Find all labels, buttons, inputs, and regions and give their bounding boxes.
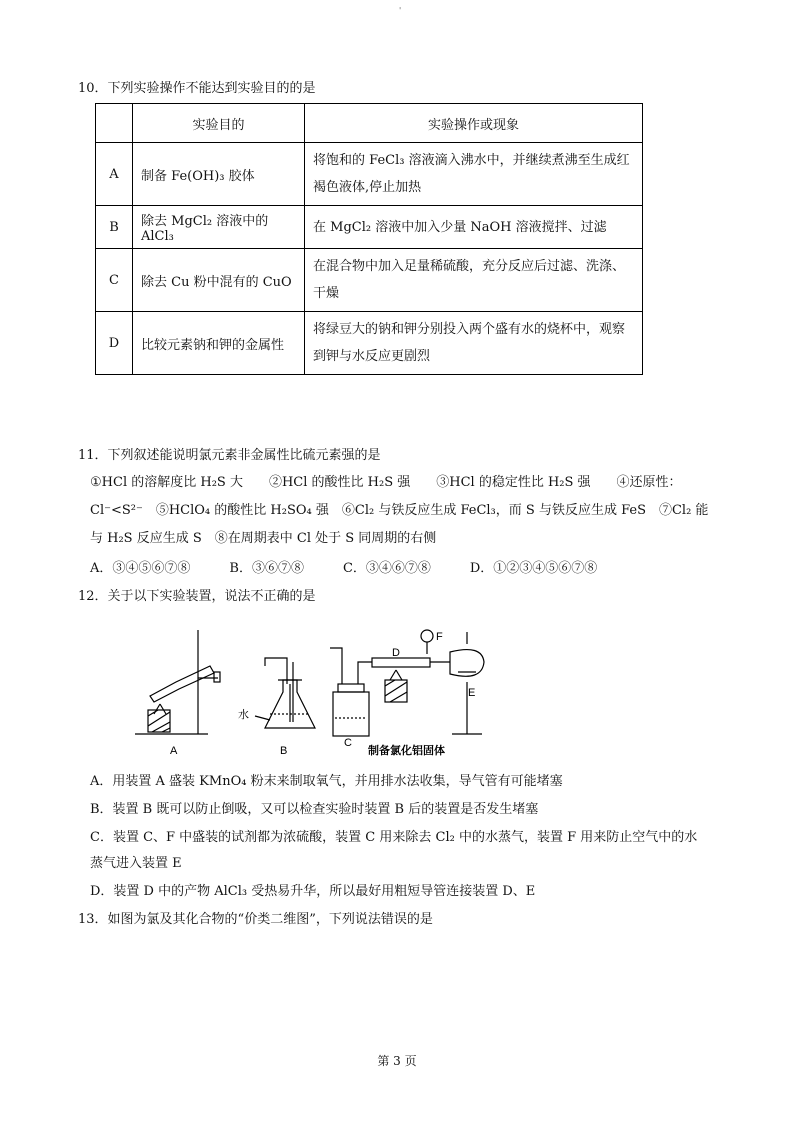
row-operation: 将饱和的 FeCl₃ 溶液滴入沸水中，并继续煮沸至生成红褐色液体,停止加热 [305,143,643,206]
table-row [96,312,643,375]
table-row [96,206,643,249]
q11-line2: Cl⁻<S²⁻ ⑤HClO₄ 的酸性比 H₂SO₄ 强 ⑥Cl₂ 与铁反应生成 FeCl₃，而 S 与铁反应生成 FeS ⑦Cl₂ 能 [90,503,709,518]
row-label: A [96,143,133,206]
label-f: F [436,631,443,643]
table-header: 实验目的 [133,104,305,143]
row-operation: 在混合物中加入足量稀硫酸，充分反应后过滤、洗涤、干燥 [305,249,643,312]
row-operation: 在 MgCl₂ 溶液中加入少量 NaOH 溶液搅拌、过滤 [305,206,643,249]
q12-stem: 12．关于以下实验装置，说法不正确的是 [78,589,316,604]
q11-options: A．③④⑤⑥⑦⑧ B．③⑥⑦⑧ C．③④⑥⑦⑧ D．①②③④⑤⑥⑦⑧ [90,561,598,576]
label-d: D [392,647,400,659]
apparatus-diagram [130,622,500,762]
table-row [96,143,643,206]
q10-stem: 10．下列实验操作不能达到实验目的的是 [78,81,316,96]
top-mark: ' [399,6,402,15]
table-row [96,249,643,312]
label-a: A [170,745,178,757]
row-goal: 制备 Fe(OH)₃ 胶体 [133,143,305,206]
page-footer: 第 3 页 [377,1054,417,1068]
row-goal: 除去 MgCl₂ 溶液中的 AlCl₃ [133,206,305,249]
q11-stem: 11．下列叙述能说明氯元素非金属性比硫元素强的是 [78,448,381,463]
q12-option-c: C．装置 C、F 中盛装的试剂都为浓硫酸，装置 C 用来除去 Cl₂ 中的水蒸气，装置 F 用来防止空气中的水 [90,830,698,845]
row-goal: 除去 Cu 粉中混有的 CuO [133,249,305,312]
row-label: D [96,312,133,375]
q10-table [95,103,643,375]
table-header [96,104,133,143]
row-label: C [96,249,133,312]
row-goal: 比较元素钠和钾的金属性 [133,312,305,375]
table-header: 实验操作或现象 [305,104,643,143]
row-operation: 将绿豆大的钠和钾分别投入两个盛有水的烧杯中，观察到钾与水反应更剧烈 [305,312,643,375]
q12-option-d: D．装置 D 中的产物 AlCl₃ 受热易升华，所以最好用粗短导管连接装置 D、E [90,884,536,899]
q11-line3: 与 H₂S 反应生成 S ⑧在周期表中 Cl 处于 S 同周期的右侧 [90,531,437,546]
q12-option-a: A．用装置 A 盛装 KMnO₄ 粉末来制取氧气，并用排水法收集，导气管有可能堵塞 [90,774,563,789]
q12-option-b: B．装置 B 既可以防止倒吸，又可以检查实验时装置 B 后的装置是否发生堵塞 [90,802,539,817]
label-b: B [280,745,288,757]
q12-option-c-cont: 蒸气进入装置 E [90,856,182,871]
diagram-caption: 制备氯化铝固体 [368,744,445,757]
q13-stem: 13．如图为氯及其化合物的“价类二维图”，下列说法错误的是 [78,912,433,927]
q11-line1: ①HCl 的溶解度比 H₂S 大 ②HCl 的酸性比 H₂S 强 ③HCl 的稳定性比 H₂S 强 ④还原性： [90,475,682,490]
label-c: C [344,737,352,749]
label-water: 水 [238,708,249,721]
row-label: B [96,206,133,249]
label-e: E [468,687,476,699]
